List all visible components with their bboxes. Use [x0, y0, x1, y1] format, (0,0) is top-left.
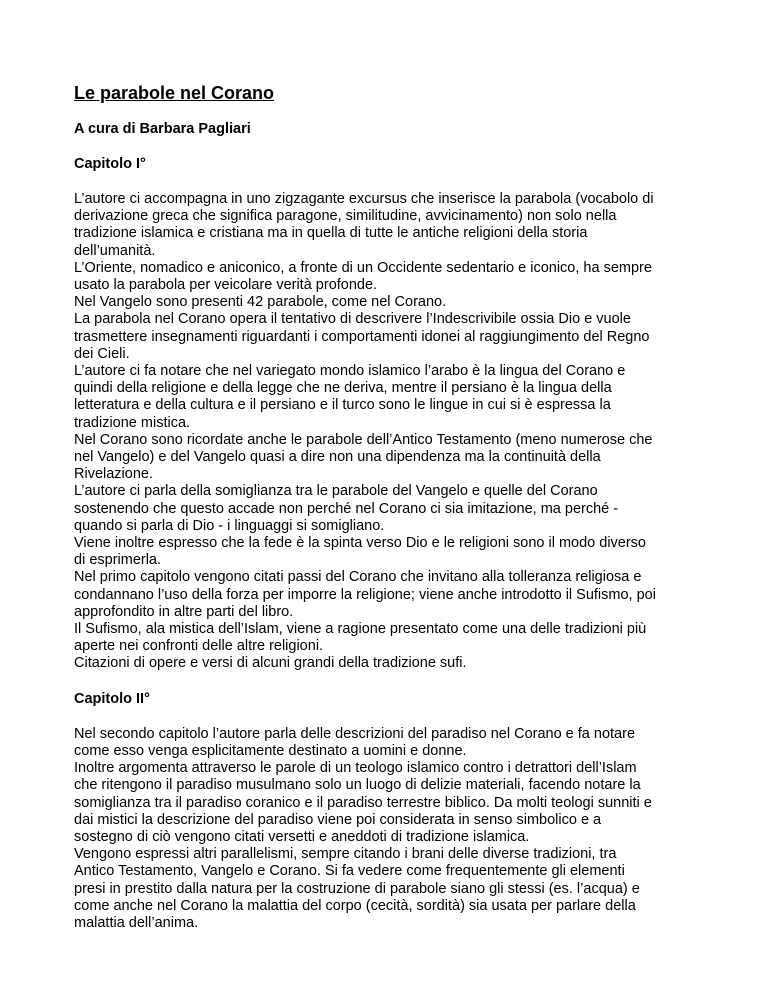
text-line: somiglianza tra il paradiso coranico e il paradiso terrestre biblico. Da molti teologi sunniti e — [74, 794, 652, 811]
text-line: L’autore ci fa notare che nel variegato mondo islamico l’arabo è la lingua del Corano e — [74, 363, 626, 380]
text-line: dell’umanità. — [74, 242, 156, 259]
text-line: La parabola nel Corano opera il tentativo di descrivere l’Indescrivibile ossia Dio e vuole — [74, 311, 631, 328]
text-line: L’autore ci parla della somiglianza tra le parabole del Vangelo e quelle del Corano — [74, 483, 598, 500]
text-line: malattia dell’anima. — [74, 914, 199, 931]
chapter-heading: Capitolo I° — [74, 156, 146, 172]
text-line: come anche nel Corano la malattia del corpo (cecità, sordità) sia usata per parlare della — [74, 897, 636, 914]
text-line: Inoltre argomenta attraverso le parole di un teologo islamico contro i detrattori dell’Islam — [74, 760, 637, 777]
text-line: derivazione greca che significa paragone, similitudine, avvicinamento) non solo nella — [74, 208, 617, 225]
chapter-body — [74, 726, 726, 932]
text-line: Nel primo capitolo vengono citati passi del Corano che invitano alla tolleranza religiosa e — [74, 569, 642, 586]
text-line: condannano l’uso della forza per imporre la religione; viene anche introdotto il Sufismo, poi — [74, 586, 656, 603]
text-line: tradizione mistica. — [74, 414, 191, 431]
chapter-heading: Capitolo II° — [74, 690, 150, 707]
text-line: Vengono espressi altri parallelismi, sempre citando i brani delle diverse tradizioni, tra — [74, 846, 617, 863]
text-line: usato la parabola per veicolare verità profonde. — [74, 277, 378, 294]
text-line: L’Oriente, nomadico e aniconico, a fronte di un Occidente sedentario e iconico, ha sempre — [74, 259, 652, 276]
text-line: di esprimerla. — [74, 552, 162, 569]
text-line: Nel Vangelo sono presenti 42 parabole, come nel Corano. — [74, 294, 447, 311]
text-line: trasmettere insegnamenti riguardanti i comportamenti idonei al raggiungimento del Regno — [74, 328, 650, 345]
text-line: Nel Corano sono ricordate anche le parabole dell’Antico Testamento (meno numerose che — [74, 431, 653, 448]
text-line: Citazioni di opere e versi di alcuni grandi della tradizione sufi. — [74, 655, 467, 672]
text-line: Rivelazione. — [74, 466, 153, 483]
document-title: Le parabole nel Corano — [74, 83, 275, 103]
text-line: Viene inoltre espresso che la fede è la spinta verso Dio e le religioni sono il modo diverso — [74, 535, 646, 552]
chapter-2 — [74, 691, 726, 932]
document-page — [74, 82, 726, 950]
text-line: approfondito in altre parti del libro. — [74, 603, 294, 620]
text-line: quindi della religione e della legge che ne deriva, mentre il persiano è la lingua della — [74, 380, 612, 397]
chapter-1 — [74, 156, 726, 673]
text-line: Il Sufismo, ala mistica dell’Islam, viene a ragione presentato come una delle tradizioni più — [74, 621, 647, 638]
text-line: Antico Testamento, Vangelo e Corano. Si fa vedere come frequentemente gli elementi — [74, 863, 625, 880]
author-line: A cura di Barbara Pagliari — [74, 121, 251, 137]
text-line: tradizione islamica e cristiana ma in quella di tutte le antiche religioni della storia — [74, 225, 588, 242]
text-line: che ritengono il paradiso musulmano solo un luogo di delizie materiali, facendo notare la — [74, 777, 641, 794]
text-line: come esso venga esplicitamente destinato a uomini e donne. — [74, 742, 467, 759]
text-line: aperte nei confronti delle altre religioni. — [74, 638, 324, 655]
text-line: dei Cieli. — [74, 345, 130, 362]
text-line: dai mistici la descrizione del paradiso viene poi considerata in senso simbolico e a — [74, 811, 602, 828]
text-line: Nel secondo capitolo l’autore parla delle descrizioni del paradiso nel Corano e fa notare — [74, 725, 636, 742]
text-line: letteratura e della cultura e il persiano e il turco sono le lingue in cui si è espressa la — [74, 397, 611, 414]
text-line: presi in prestito dalla natura per la costruzione di parabole siano gli stessi (es. l’acqua) e — [74, 880, 640, 897]
text-line: quando si parla di Dio - i linguaggi si somigliano. — [74, 517, 385, 534]
text-line: nel Vangelo) e del Vangelo quasi a dire non una dipendenza ma la continuità della — [74, 449, 601, 466]
text-line: L’autore ci accompagna in uno zigzagante excursus che inserisce la parabola (vocabolo di — [74, 191, 654, 207]
text-line: sostegno di ciò vengono citati versetti e aneddoti di tradizione islamica. — [74, 828, 530, 845]
chapter-body — [74, 191, 726, 673]
text-line: sostenendo che questo accade non perché nel Corano ci sia imitazione, ma perché - — [74, 500, 619, 517]
